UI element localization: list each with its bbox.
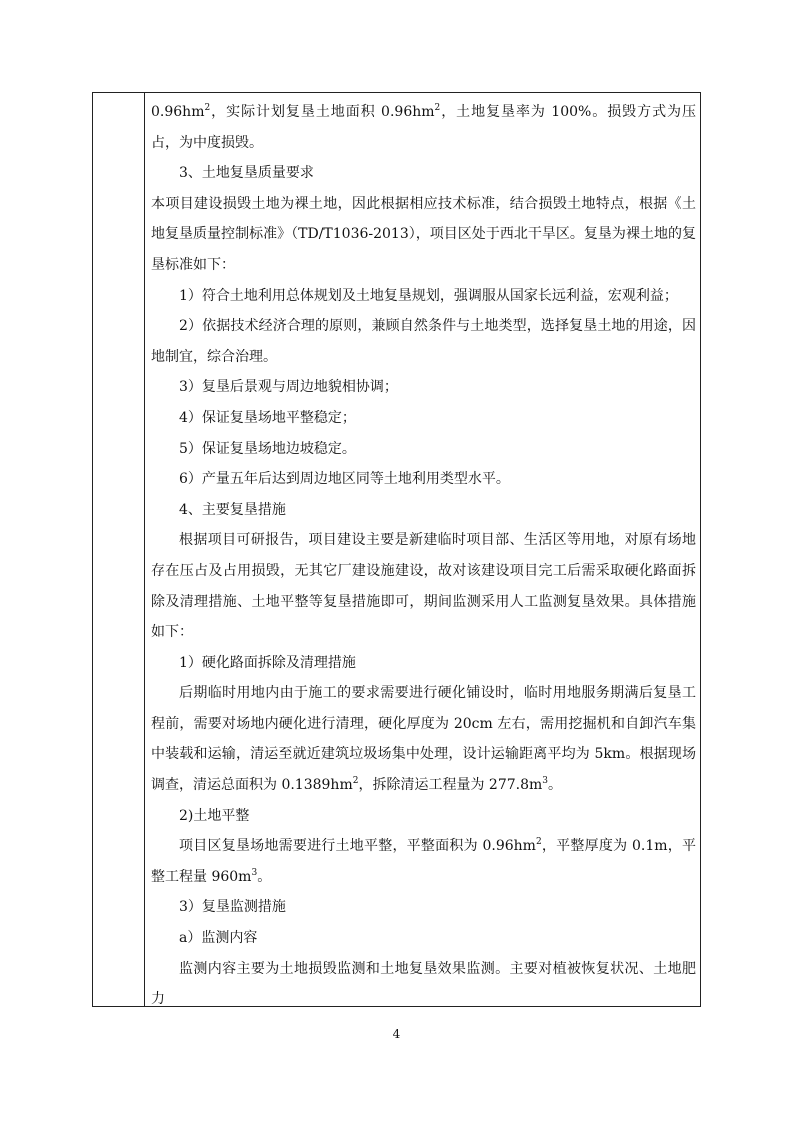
paragraph — [151, 525, 696, 647]
text-run: 6）产量五年后达到周边地区同等土地利用类型水平。 — [179, 471, 510, 488]
paragraph — [151, 372, 696, 403]
paragraph — [151, 648, 696, 679]
text-run: 后期临时用地内由于施工的要求需要进行硬化铺设时，临时用地服务期满后复垦工程前，需要对场地内硬化进行清理，硬化厚度为 20cm 左右，需用挖掘机和自卸汽车集中装载和运输，清运至就近建筑垃圾场集中处理，设计运输距离平均为 5km。根据现场调查，清运总面积为 0.1389hm — [151, 685, 696, 794]
paragraph — [151, 495, 696, 526]
text-run: 。 — [257, 868, 272, 885]
paragraph — [151, 801, 696, 832]
superscript: 3 — [542, 776, 549, 787]
document-body — [151, 97, 696, 1015]
superscript: 3 — [251, 867, 258, 878]
text-run: 项目区复垦场地需要进行土地平整，平整面积为 0.96hm — [179, 838, 536, 855]
text-run: 4、主要复垦措施 — [179, 501, 286, 518]
text-run: a）监测内容 — [179, 930, 258, 947]
text-run: 根据项目可研报告，项目建设主要是新建临时项目部、生活区等用地，对原有场地存在压占及占用损毁，无其它厂建设施建设，故对该建设项目完工后需采取硬化路面拆除及清理措施、土地平整等复垦措施即可，期间监测采用人工监测复垦效果。具体措施如下： — [151, 532, 696, 641]
column-divider — [144, 92, 145, 1007]
text-run: ，平整厚度为 0.1m，平整工程量 960m — [151, 838, 696, 885]
text-run: ，实际计划复垦土地面积 0.96hm — [210, 104, 435, 120]
paragraph — [151, 403, 696, 434]
paragraph — [151, 892, 696, 923]
paragraph — [151, 281, 696, 312]
text-run: 本项目建设损毁土地为裸土地，因此根据相应技术标准，结合损毁土地特点，根据《土地复垦质量控制标准》（TD/T1036-2013），项目区处于西北干旱区。复垦为裸土地的复垦标准如下： — [151, 195, 696, 273]
paragraph — [151, 464, 696, 495]
superscript: 2 — [204, 103, 211, 113]
page-number: 4 — [392, 1027, 401, 1041]
paragraph — [151, 434, 696, 465]
text-run: 5）保证复垦场地边坡稳定。 — [179, 440, 356, 457]
text-run: 2）依据技术经济合理的原则，兼顾自然条件与土地类型，选择复垦土地的用途，因地制宜，综合治理。 — [151, 318, 696, 365]
text-run: 。 — [548, 777, 563, 794]
paragraph — [151, 97, 696, 158]
text-run: 1）符合土地利用总体规划及土地复垦规划，强调服从国家长远利益，宏观利益； — [179, 287, 678, 304]
paragraph — [151, 678, 696, 800]
text-run: ，拆除清运工程量为 277.8m — [358, 777, 543, 794]
text-run: 4）保证复垦场地平整稳定； — [179, 409, 356, 426]
superscript: 2 — [352, 776, 359, 787]
text-run: 监测内容主要为土地损毁监测和土地复垦效果监测。主要对植被恢复状况、土地肥力 — [151, 960, 696, 1008]
paragraph — [151, 311, 696, 372]
text-run: 3）复垦后景观与周边地貌相协调； — [179, 379, 398, 396]
text-run: ，土地复垦率为 100%。损毁方式为压占，为中度损毁。 — [151, 104, 696, 151]
paragraph — [151, 923, 696, 954]
text-run: 3）复垦监测措施 — [179, 899, 286, 916]
text-run: 3、土地复垦质量要求 — [179, 165, 314, 182]
text-run: 0.96hm — [151, 104, 205, 120]
paragraph — [151, 831, 696, 892]
superscript: 2 — [434, 103, 441, 113]
paragraph — [151, 954, 696, 1015]
superscript: 2 — [535, 837, 542, 848]
paragraph — [151, 158, 696, 189]
text-run: 1）硬化路面拆除及清理措施 — [179, 654, 356, 671]
paragraph — [151, 189, 696, 281]
text-run: 2)土地平整 — [179, 807, 250, 824]
